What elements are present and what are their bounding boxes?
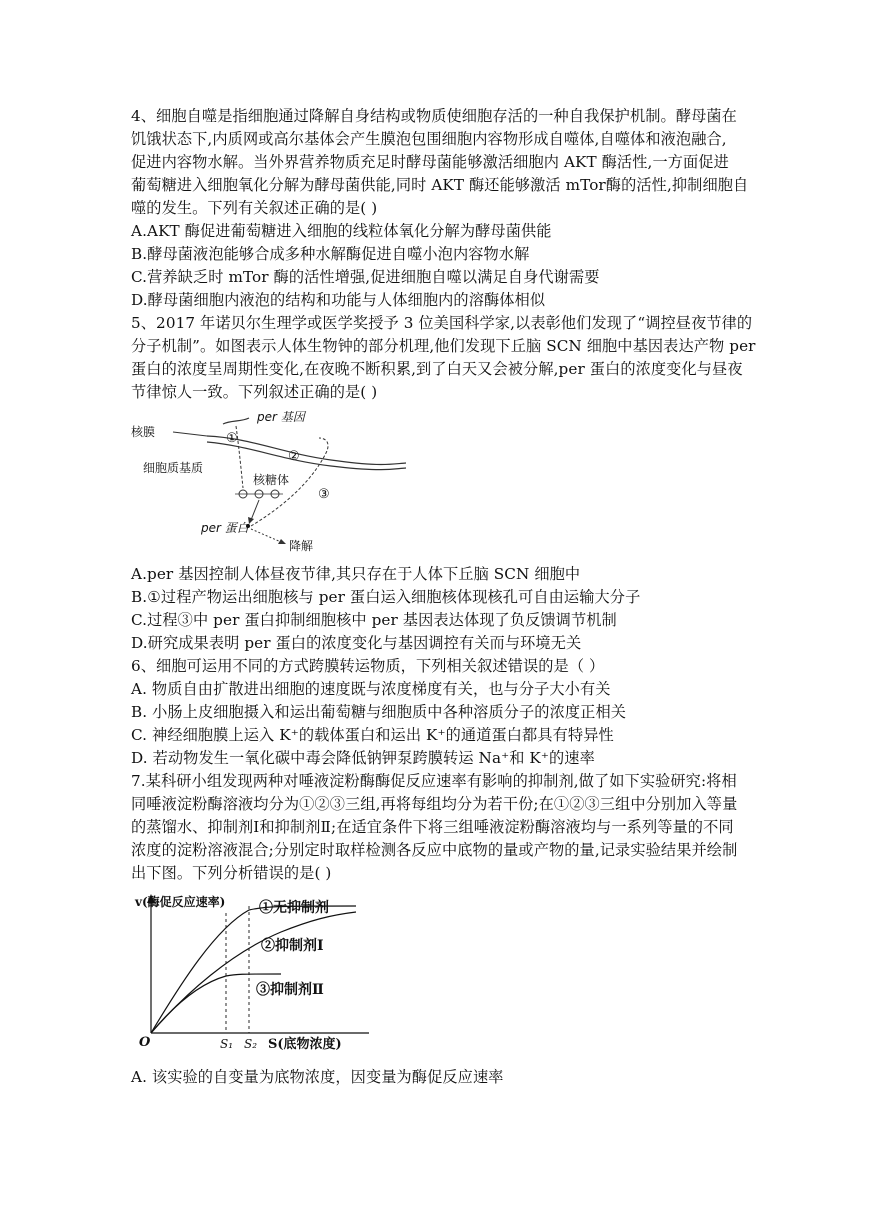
step-2-label: ② (288, 449, 300, 464)
q4-option-c: C.营养缺乏时 mTor 酶的活性增强,促进细胞自噬以满足自身代谢需要 (131, 268, 600, 286)
series-line-no-inhibitor (151, 906, 356, 1033)
series-line-inhibitor-1 (151, 912, 356, 1033)
q7-line: 浓度的淀粉溶液混合;分别定时取样检测各反应中底物的量或产物的量,记录实验结果并绘制 (131, 841, 738, 859)
step-3-label: ③ (318, 487, 330, 502)
q6-option-b: B. 小肠上皮细胞摄入和运出葡萄糖与细胞质中各种溶质分子的浓度正相关 (131, 703, 627, 721)
q5-option-a: A.per 基因控制人体昼夜节律,其只存在于人体下丘脑 SCN 细胞中 (131, 565, 581, 583)
membrane-pointer (173, 432, 207, 436)
q5-line: 节律惊人一致。下列叙述正确的是( ) (131, 383, 378, 401)
q4-line: 噬的发生。下列有关叙述正确的是( ) (131, 199, 378, 217)
q7-line: 同唾液淀粉酶溶液均分为①②③三组,再将每组均分为若干份;在①②③三组中分别加入等量 (131, 795, 738, 813)
series-label-inhibitor-2: ③抑制剂Ⅱ (256, 982, 324, 998)
q4-line: 促进内容物水解。当外界营养物质充足时酵母菌能够激活细胞内 AKT 酶活性,一方面促进 (131, 153, 729, 171)
q4-line: 葡萄糖进入细胞氧化分解为酵母菌供能,同时 AKT 酶还能够激活 mTor酶的活性,抑制细胞自 (131, 176, 749, 194)
q4-line: 饥饿状态下,内质网或高尔基体会产生膜泡包围细胞内容物形成自噬体,自噬体和液泡融合, (131, 130, 727, 148)
series-label-inhibitor-1: ②抑制剂Ⅰ (261, 938, 324, 954)
y-axis-label: v(酶促反应速率) (135, 895, 226, 909)
q5-option-d: D.研究成果表明 per 蛋白的浓度变化与基因调控有关而与环境无关 (131, 634, 582, 652)
q5-line: 蛋白的浓度呈周期性变化,在夜晚不断积累,到了白天又会被分解,per 蛋白的浓度变化与昼夜 (131, 360, 743, 378)
q7-option-a: A. 该实验的自变量为底物浓度，因变量为酶促反应速率 (131, 1068, 504, 1086)
q4-option-b: B.酵母菌液泡能够合成多种水解酶促进自噬小泡内容物水解 (131, 245, 530, 263)
degradation-label: 降解 (289, 539, 314, 553)
q5-line: 5、2017 年诺贝尔生理学或医学奖授予 3 位美国科学家,以表彰他们发现了“调控昼夜节律的 (131, 314, 753, 332)
q5-option-c: C.过程③中 per 蛋白抑制细胞核中 per 基因表达体现了负反馈调节机制 (131, 611, 617, 629)
series-label-no-inhibitor: ①无抑制剂 (259, 900, 329, 916)
origin-label: O (139, 1035, 151, 1050)
x-tick-label-s2: S₂ (244, 1037, 258, 1051)
q5-line: 分子机制”。如图表示人体生物钟的部分机理,他们发现下丘脑 SCN 细胞中基因表达产物 per (131, 337, 756, 355)
cytoplasm-label: 细胞质基质 (143, 461, 204, 475)
per-mechanism-figure (131, 408, 421, 556)
nuclear-membrane-label: 核膜 (131, 425, 156, 439)
per-gene-label: per 基因 (257, 410, 305, 424)
q7-line: 出下图。下列分析错误的是( ) (131, 864, 332, 882)
q5-option-b: B.①过程产物运出细胞核与 per 蛋白运入细胞核体现核孔可自由运输大分子 (131, 588, 641, 606)
per-protein-label: per 蛋白 (201, 521, 249, 535)
q4-option-d: D.酵母菌细胞内液泡的结构和功能与人体细胞内的溶酶体相似 (131, 291, 546, 309)
q6-option-d: D. 若动物发生一氧化碳中毒会降低钠钾泵跨膜转运 Na⁺和 K⁺的速率 (131, 749, 595, 767)
q6-option-a: A. 物质自由扩散进出细胞的速度既与浓度梯度有关，也与分子大小有关 (131, 680, 611, 698)
x-tick-label-s1: S₁ (220, 1037, 234, 1051)
step-1-label: ① (226, 431, 238, 446)
q6-line: 6、细胞可运用不同的方式跨膜转运物质，下列相关叙述错误的是（ ） (131, 657, 605, 675)
q7-line: 的蒸馏水、抑制剂Ⅰ和抑制剂Ⅱ;在适宜条件下将三组唾液淀粉酶溶液均与一系列等量的不同 (131, 818, 734, 836)
q4-line: 4、细胞自噬是指细胞通过降解自身结构或物质使细胞存活的一种自我保护机制。酵母菌在 (131, 107, 737, 125)
enzyme-rate-chart (131, 888, 381, 1053)
q4-option-a: A.AKT 酶促进葡萄糖进入细胞的线粒体氧化分解为酵母菌供能 (131, 222, 552, 240)
q7-line: 7.某科研小组发现两种对唾液淀粉酶酶促反应速率有影响的抑制剂,做了如下实验研究:将相 (131, 772, 737, 790)
x-axis-label: S(底物浓度) (268, 1037, 342, 1052)
q6-option-c: C. 神经细胞膜上运入 K⁺的载体蛋白和运出 K⁺的通道蛋白都具有特异性 (131, 726, 614, 744)
ribosome-label: 核糖体 (253, 473, 290, 487)
